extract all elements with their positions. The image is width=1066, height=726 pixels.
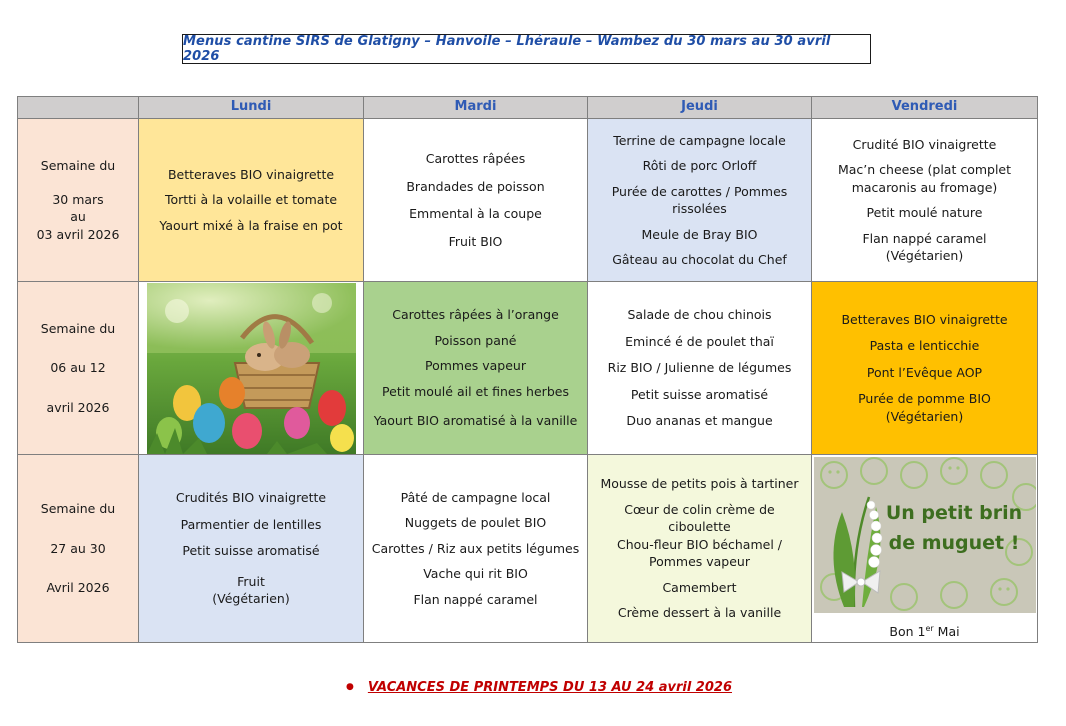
easter-bunny-image bbox=[147, 283, 356, 454]
menu-item: Mac’n cheese (plat complet macaronis au fromage) bbox=[837, 162, 1012, 195]
menu-item: Cœur de colin crème de ciboulette bbox=[624, 501, 775, 535]
menu-item: Chou-fleur BIO béchamel / Pommes vapeur bbox=[616, 536, 782, 570]
menu-item: Petit suisse aromatisé bbox=[182, 543, 320, 559]
menu-item: Pont l’Evêque AOP bbox=[866, 364, 983, 380]
menu-item: Fruit BIO bbox=[448, 233, 503, 249]
menu-item: Terrine de campagne locale bbox=[613, 132, 786, 148]
week-label-line: Semaine du bbox=[40, 320, 116, 336]
menu-item: Crudité BIO vinaigrette bbox=[852, 136, 997, 152]
menu-cell-w2-mardi bbox=[364, 282, 588, 455]
menu-item: Petit moulé nature bbox=[866, 205, 983, 220]
week-label-1 bbox=[18, 119, 139, 282]
menu-item: Fruit (Végétarien) bbox=[212, 573, 290, 607]
week-label-line: au bbox=[70, 209, 86, 224]
menu-cell-w1-mardi bbox=[364, 119, 588, 282]
header-mardi: Mardi bbox=[364, 97, 588, 119]
header-vendredi: Vendredi bbox=[812, 97, 1038, 119]
menu-cell-w2-jeudi bbox=[588, 282, 812, 455]
week-label-2 bbox=[18, 282, 139, 455]
week-label-line: 30 mars bbox=[52, 191, 104, 207]
page-title: Menus cantine SIRS de Glatigny – Hanvoile – Lhéraule – Wambez du 30 mars au 30 avril 2026 bbox=[182, 34, 871, 64]
menu-item: Crudités BIO vinaigrette bbox=[175, 490, 327, 506]
menu-item: Duo ananas et mangue bbox=[626, 413, 773, 429]
header-jeudi: Jeudi bbox=[588, 97, 812, 119]
menu-item: Gâteau au chocolat du Chef bbox=[612, 252, 787, 267]
week-row-2 bbox=[18, 282, 1038, 455]
menu-cell-w3-vendredi bbox=[812, 455, 1038, 643]
menu-item: Petit suisse aromatisé bbox=[630, 386, 769, 402]
menu-item: Rôti de porc Orloff bbox=[642, 158, 757, 173]
menu-item: Meule de Bray BIO bbox=[641, 226, 758, 242]
may-day-caption bbox=[812, 623, 1037, 641]
menu-item: Nuggets de poulet BIO bbox=[404, 515, 547, 531]
menu-cell-w3-mardi bbox=[364, 455, 588, 643]
menu-cell-w3-lundi bbox=[139, 455, 364, 643]
menu-item: Flan nappé caramel (Végétarien) bbox=[862, 230, 987, 263]
week-label-line: avril 2026 bbox=[46, 399, 110, 415]
week-label-line: 27 au 30 bbox=[50, 540, 106, 556]
menu-item: Pasta e lenticchie bbox=[869, 338, 980, 354]
week-label-3 bbox=[18, 455, 139, 643]
menu-item: Betteraves BIO vinaigrette bbox=[841, 311, 1008, 327]
menu-cell-w2-lundi bbox=[139, 282, 364, 455]
menu-item: Riz BIO / Julienne de légumes bbox=[607, 360, 792, 376]
menu-item: Pâté de campagne local bbox=[400, 489, 551, 505]
menu-item: Pommes vapeur bbox=[424, 358, 526, 374]
muguet-image bbox=[814, 457, 1036, 613]
bullet-icon: ● bbox=[346, 682, 354, 692]
menu-item: Poisson pané bbox=[434, 332, 517, 348]
menu-cell-w3-jeudi bbox=[588, 455, 812, 643]
menu-item: Vache qui rit BIO bbox=[423, 566, 528, 582]
week-row-1 bbox=[18, 119, 1038, 282]
menu-item: Carottes / Riz aux petits légumes bbox=[371, 540, 580, 556]
menu-item: Camembert bbox=[662, 579, 737, 595]
menu-item: Carottes râpées bbox=[425, 151, 526, 166]
header-row bbox=[18, 97, 1038, 119]
menu-cell-w2-vendredi bbox=[812, 282, 1038, 455]
caption-end: Mai bbox=[933, 624, 960, 640]
week-label-line: Avril 2026 bbox=[46, 580, 110, 596]
menu-item: Yaourt BIO aromatisé à la vanille bbox=[373, 413, 578, 429]
week-label-line: 06 au 12 bbox=[50, 360, 106, 376]
menu-item: Salade de chou chinois bbox=[627, 307, 772, 323]
menu-item: Mousse de petits pois à tartiner bbox=[600, 476, 799, 492]
menu-item: Emincé é de poulet thaï bbox=[625, 333, 774, 349]
menu-item: Crème dessert à la vanille bbox=[617, 605, 782, 621]
menu-item: Brandades de poisson bbox=[406, 178, 545, 194]
menu-cell-w1-vendredi bbox=[812, 119, 1038, 282]
caption-text: Bon 1 bbox=[889, 624, 926, 640]
caption-sup: er bbox=[925, 624, 934, 633]
week-row-3 bbox=[18, 455, 1038, 643]
week-label-line: Semaine du bbox=[40, 158, 116, 173]
header-corner bbox=[18, 97, 139, 119]
menu-item: Purée de carottes / Pommes rissolées bbox=[611, 183, 788, 216]
menu-item: Purée de pomme BIO (Végétarien) bbox=[858, 391, 991, 424]
holiday-notice bbox=[346, 677, 732, 697]
week-label-line: Semaine du bbox=[40, 501, 116, 517]
menu-item: Betteraves BIO vinaigrette bbox=[167, 166, 335, 182]
menu-item: Yaourt mixé à la fraise en pot bbox=[159, 217, 343, 233]
menu-item: Carottes râpées à l’orange bbox=[392, 307, 559, 323]
menu-table bbox=[17, 96, 1038, 643]
menu-item: Tortti à la volaille et tomate bbox=[164, 192, 338, 208]
menu-cell-w1-jeudi bbox=[588, 119, 812, 282]
menu-item: Petit moulé ail et fines herbes bbox=[382, 383, 569, 399]
holiday-text: VACANCES DE PRINTEMPS DU 13 AU 24 avril 2026 bbox=[367, 679, 732, 695]
menu-item: Parmentier de lentilles bbox=[180, 516, 322, 532]
muguet-text-1: Un petit brin bbox=[885, 502, 1022, 524]
menu-item: Flan nappé caramel bbox=[413, 591, 538, 607]
week-label-line: 03 avril 2026 bbox=[36, 226, 120, 242]
header-lundi: Lundi bbox=[139, 97, 364, 119]
menu-item: Emmental à la coupe bbox=[409, 206, 542, 221]
muguet-text-2: de muguet ! bbox=[888, 532, 1019, 554]
menu-cell-w1-lundi bbox=[139, 119, 364, 282]
